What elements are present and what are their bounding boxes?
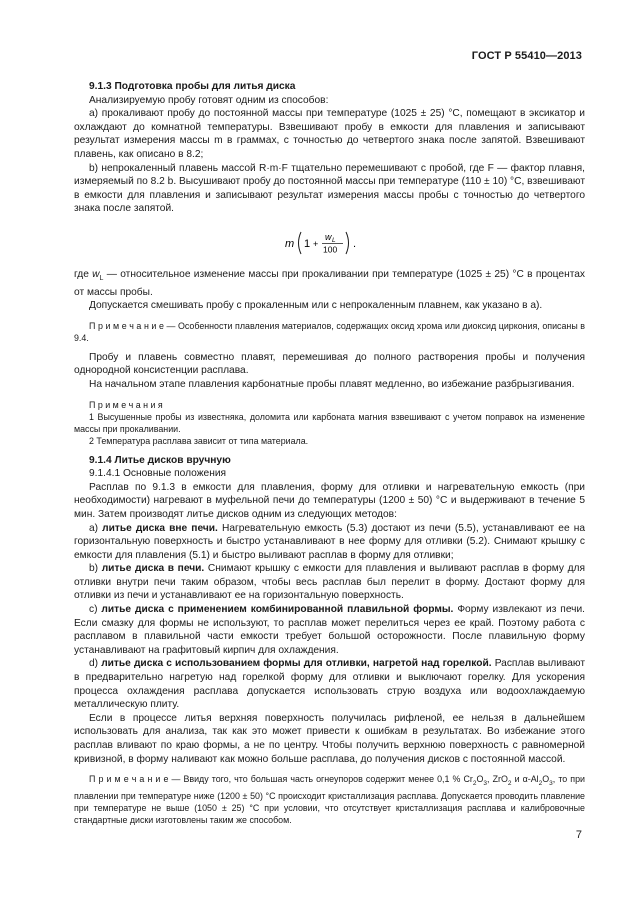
paragraph: Расплав по 9.1.3 в емкости для плавления, форму для отливки и нагревательную емкость (при необходимости) нагревают в муфельной печи до температуры (1200 ± 50) °С и выдерживают в течение 5 мин. Затем производят литье дисков одним из следующих методов: [74, 481, 585, 520]
paragraph: Если в процессе литья верхняя поверхность получилась рифленой, ее нельзя в дальнейшем использовать для анализа, так как это может привести к ошибкам в результатах. Во избежание этого расплав вливают по краю формы, а не по центру. Чтобы получить верхнюю поверхность с равномерной кривизной, в форму наливают как можно больше расплава, до получения дисков с постоянной массой. [74, 712, 585, 765]
formula [74, 228, 585, 258]
method-c: c) литье диска с применением комбинированной плавильной формы. Форму извлекают из печи. Если смазку для формы не используют, то расплав может перелиться через ее край. Поэтому работа с расплавом в плавильной части емкости требует большой осторожности. После плавильную форму устанавливают на графитовый кирпич для охлаждения. [74, 604, 585, 656]
subsection-heading: 9.1.4.1 Основные положения [89, 468, 227, 480]
method-b: b) литье диска в печи. Снимают крышку с емкости для плавления и выливают расплав в форму для отливки внутри печи таким образом, чтобы весь расплав был перелит в форму. Достают форму для отливки из печи и устанавливают ее на горизонтальную поверхность. [74, 563, 586, 602]
page-number: 7 [575, 829, 582, 841]
right-paren [346, 232, 349, 254]
paragraph: Анализируемую пробу готовят одним из способов: [89, 94, 329, 106]
paragraph-a: a) прокаливают пробу до постоянной массы при температуре (1025 ± 25) °С, помещают в эксикатор и охлаждают до комнатной температуры. Взвешивают пробу в емкости для плавления и записывают результат измерения массы m в граммах, с точностью до четвертого знака после запятой. Взвешивают плавень, как описано в 8.2; [74, 108, 585, 160]
paragraph: Пробу и плавень совместно плавят, перемешивая до полного растворения пробы и получения однородной консистенции расплава. [74, 351, 585, 377]
paragraph: На начальном этапе плавления карбонатные пробы плавят медленно, во избежание разбрызгивания. [89, 378, 575, 390]
note-item: 1 Высушенные пробы из известняка, доломита или карбоната магния взвешивают с учетом поправок на изменение массы при прокаливании. [74, 411, 585, 434]
where-w: w [92, 268, 100, 280]
method-a: а) литье диска вне печи. Нагревательную емкость (5.3) достают из печи (5.5), устанавливают ее на горизонтальную поверхность и быстро устанавливают в нее форму для отливки (5.2). Снимают крышку с емкости для плавления (5.1) и быстро выливают расплав в форму для отливки; [74, 522, 586, 561]
note: П р и м е ч а н и е — Особенности плавления материалов, содержащих оксид хрома или диоксид циркония, описаны в 9.4. [74, 320, 586, 343]
formula-num-sub: L [331, 236, 336, 244]
notes-label: П р и м е ч а н и я [89, 399, 163, 410]
where-paragraph: где $w_L$ — относительное изменение массы при прокаливании при температуре (1025 ± 25) °С в процентах от массы пробы. [74, 268, 586, 298]
method-d: d) литье диска с использованием формы для отливки, нагретой над горелкой. Расплав выливают в предварительно нагретую над горелкой форму для отливки и выключают горелку. Для ускорения процесса охлаждения расплава допускается использовать струю воздуха или водоохлаждаемую металлическую плиту. [74, 658, 585, 711]
formula-plus: + [312, 238, 318, 249]
formula-one: 1 [303, 237, 310, 250]
note-item: 2 Температура расплава зависит от типа материала. [89, 435, 309, 446]
left-paren [298, 232, 301, 254]
page-content [74, 80, 585, 826]
note: П р и м е ч а н и е — Ввиду того, что большая часть огнеупоров содержит менее 0,1 % $Cr_2O_3$, ZrO$_2$ и $\alpha-Al_2O_3$, то при плавлении при температуре ниже (1200 ± 50) °С происходит кристаллизация расплава. Допускается проводить плавление при температуре не выше (1050 ± 25) °С при условии, что отсутствует кристаллизация расплава и калибровочные стандартные диски изготовлены таким же способом. [74, 774, 585, 825]
formula-den: 100 [322, 244, 337, 255]
paragraph-b: b) непрокаленный плавень массой R·m·F тщательно перемешивают с пробой, где F — фактор плавня, измеряемый по 8.2 b. Высушивают пробу до постоянной массы при температуре (110 ± 10) °С, взвешивают в емкости для плавления и записывают результат измерения массы пробы с точностью до четвертого знака после запятой. [74, 162, 585, 215]
formula-graphic [285, 228, 375, 258]
paragraph: Допускается смешивать пробу с прокаленным или с непрокаленным плавнем, как указано в а). [89, 300, 543, 312]
formula-m: m [284, 237, 294, 250]
section-heading-914: 9.1.4 Литье дисков вручную [89, 454, 231, 466]
formula-tail: . [352, 237, 356, 250]
section-heading-913: 9.1.3 Подготовка пробы для литья диска [89, 81, 296, 92]
standard-code: ГОСТ Р 55410—2013 [471, 50, 582, 62]
formula-num: w [324, 231, 331, 242]
